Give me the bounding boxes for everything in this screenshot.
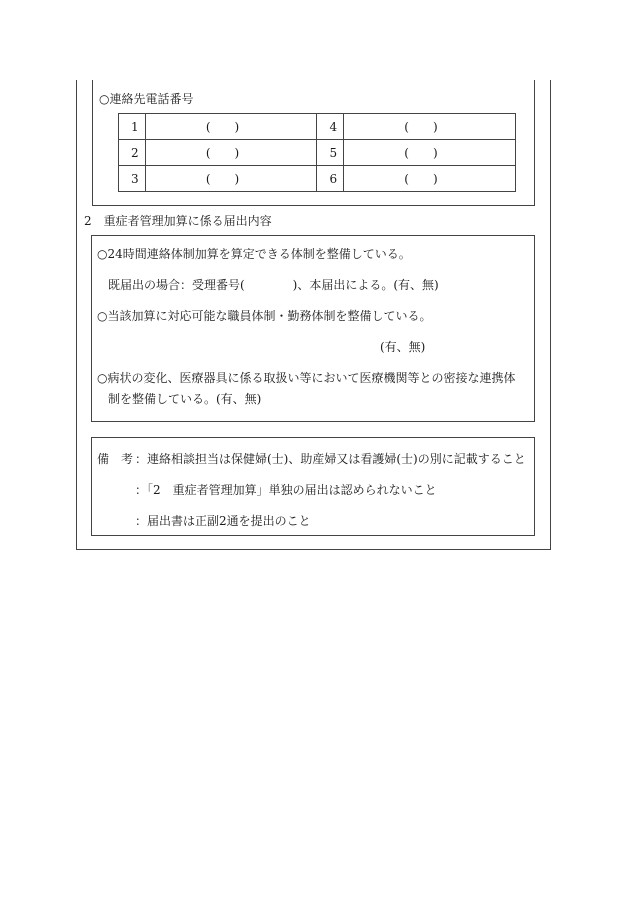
table-row — [119, 140, 516, 166]
phone-index: 5 — [317, 140, 344, 166]
section-2-item-2: ○当該加算に対応可能な職員体制・勤務体制を整備している。 — [97, 309, 432, 323]
remarks-line-1: ：連絡相談担当は保健婦(士)、助産婦又は看護婦(士)の別に記載すること — [135, 452, 526, 466]
table-row — [119, 166, 516, 192]
table-row — [119, 114, 516, 140]
phone-index: 3 — [119, 166, 146, 192]
phone-number-field[interactable]: ( ) — [145, 140, 317, 166]
section-2-item-2-answer: (有、無) — [380, 340, 426, 354]
remarks-line-3: ：届出書は正副2通を提出のこと — [135, 514, 311, 528]
phone-number-field[interactable]: ( ) — [344, 166, 516, 192]
section-2-item-1-sub: 既届出の場合：受理番号( )、本届出による。(有、無) — [108, 278, 439, 292]
phone-section-heading: ○連絡先電話番号 — [99, 92, 194, 106]
phone-number-field[interactable]: ( ) — [145, 114, 317, 140]
phone-number-table — [118, 113, 516, 192]
phone-number-field[interactable]: ( ) — [344, 140, 516, 166]
phone-index: 6 — [317, 166, 344, 192]
section-2-item-3-line-1: ○病状の変化、医療器具に係る取扱い等において医療機関等との密接な連携体 — [97, 371, 516, 385]
section-2-title: 2 重症者管理加算に係る届出内容 — [84, 214, 272, 228]
section-2-item-3-line-2: 制を整備している。(有、無) — [108, 392, 262, 406]
remarks-label: 備 考 — [97, 452, 134, 466]
phone-index: 4 — [317, 114, 344, 140]
phone-number-field[interactable]: ( ) — [344, 114, 516, 140]
section-2-item-1: ○24時間連絡体制加算を算定できる体制を整備している。 — [97, 247, 411, 261]
phone-number-field[interactable]: ( ) — [145, 166, 317, 192]
phone-index: 2 — [119, 140, 146, 166]
phone-index: 1 — [119, 114, 146, 140]
remarks-line-2: ：「2 重症者管理加算」単独の届出は認められないこと — [135, 483, 437, 497]
